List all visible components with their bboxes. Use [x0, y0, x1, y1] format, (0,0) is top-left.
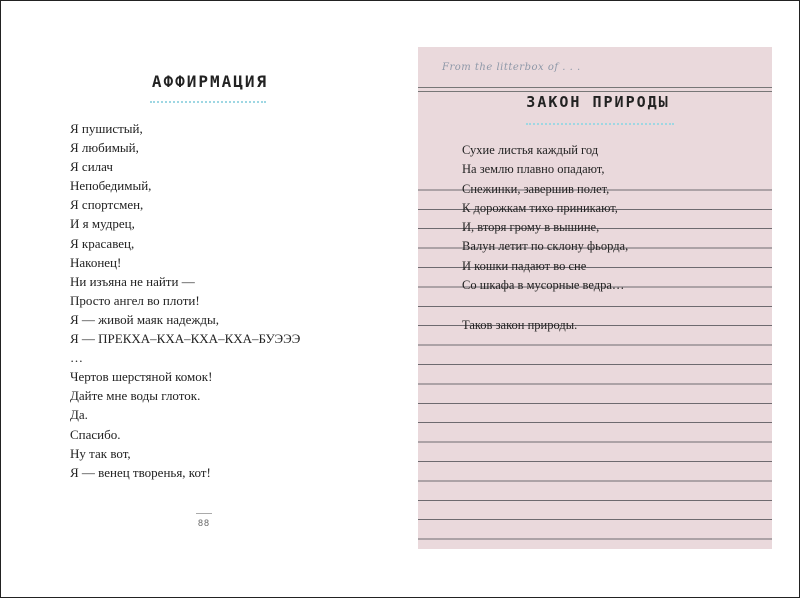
title-underline-left	[150, 101, 266, 103]
poem-line: Сухие листья каждый год	[462, 143, 599, 157]
poem-line: Я любимый,	[70, 140, 139, 156]
lined-note-card	[418, 47, 772, 549]
poem-line: И, вторя грому в вышине,	[462, 220, 600, 235]
poem-left-lines	[70, 119, 300, 482]
poem-line: Я — ПРЕКХА–КХА–КХА–КХА–БУЭЭЭ	[70, 331, 301, 347]
poem-line: Просто ангел во плоти!	[70, 292, 200, 308]
from-litterbox-label: From the litterbox of . . .	[442, 62, 581, 73]
poem-line: Я — венец творенья, кот!	[70, 464, 211, 480]
poem-line: …	[70, 350, 83, 366]
poem-title-right: ЗАКОН ПРИРОДЫ	[526, 93, 670, 111]
poem-line: Валун летит по склону фьорда,	[462, 239, 629, 254]
poem-line: Я силач	[70, 159, 113, 175]
poem-line: Со шкафа в мусорные ведра…	[462, 278, 625, 293]
poem-line: И я мудрец,	[70, 216, 135, 232]
card-header-rule	[418, 87, 772, 88]
poem-title-left: АФФИРМАЦИЯ	[151, 72, 269, 91]
poem-line: Да.	[70, 407, 88, 423]
poem-right-lines	[462, 141, 628, 295]
poem-line: Я пушистый,	[70, 121, 143, 136]
poem-line: Спасибо.	[70, 426, 121, 442]
poem-line: На землю плавно опадают,	[462, 162, 605, 177]
title-underline-right	[526, 123, 674, 125]
poem-line: Ну так вот,	[70, 445, 131, 461]
poem-line: Дайте мне воды глоток.	[70, 388, 201, 404]
poem-line: Непобедимый,	[70, 178, 152, 194]
card-header-rule-2	[418, 91, 772, 92]
poem-line: Чертов шерстяной комок!	[70, 369, 213, 385]
page-number: 88	[197, 518, 210, 528]
poem-line: Снежинки, завершив полет,	[462, 181, 610, 196]
poem-line: Наконец!	[70, 254, 122, 270]
poem-line: Я красавец,	[70, 235, 135, 251]
poem-line: Я — живой маяк надежды,	[70, 311, 220, 327]
poem-line: Я спортсмен,	[70, 197, 144, 213]
poem-line: К дорожкам тихо приникают,	[462, 200, 618, 215]
poem-line: Ни изъяна не найти —	[70, 273, 195, 289]
page-number-rule	[196, 513, 212, 514]
poem-line: И кошки падают во сне	[462, 258, 587, 273]
closing-line: Таков закон природы.	[462, 318, 578, 332]
